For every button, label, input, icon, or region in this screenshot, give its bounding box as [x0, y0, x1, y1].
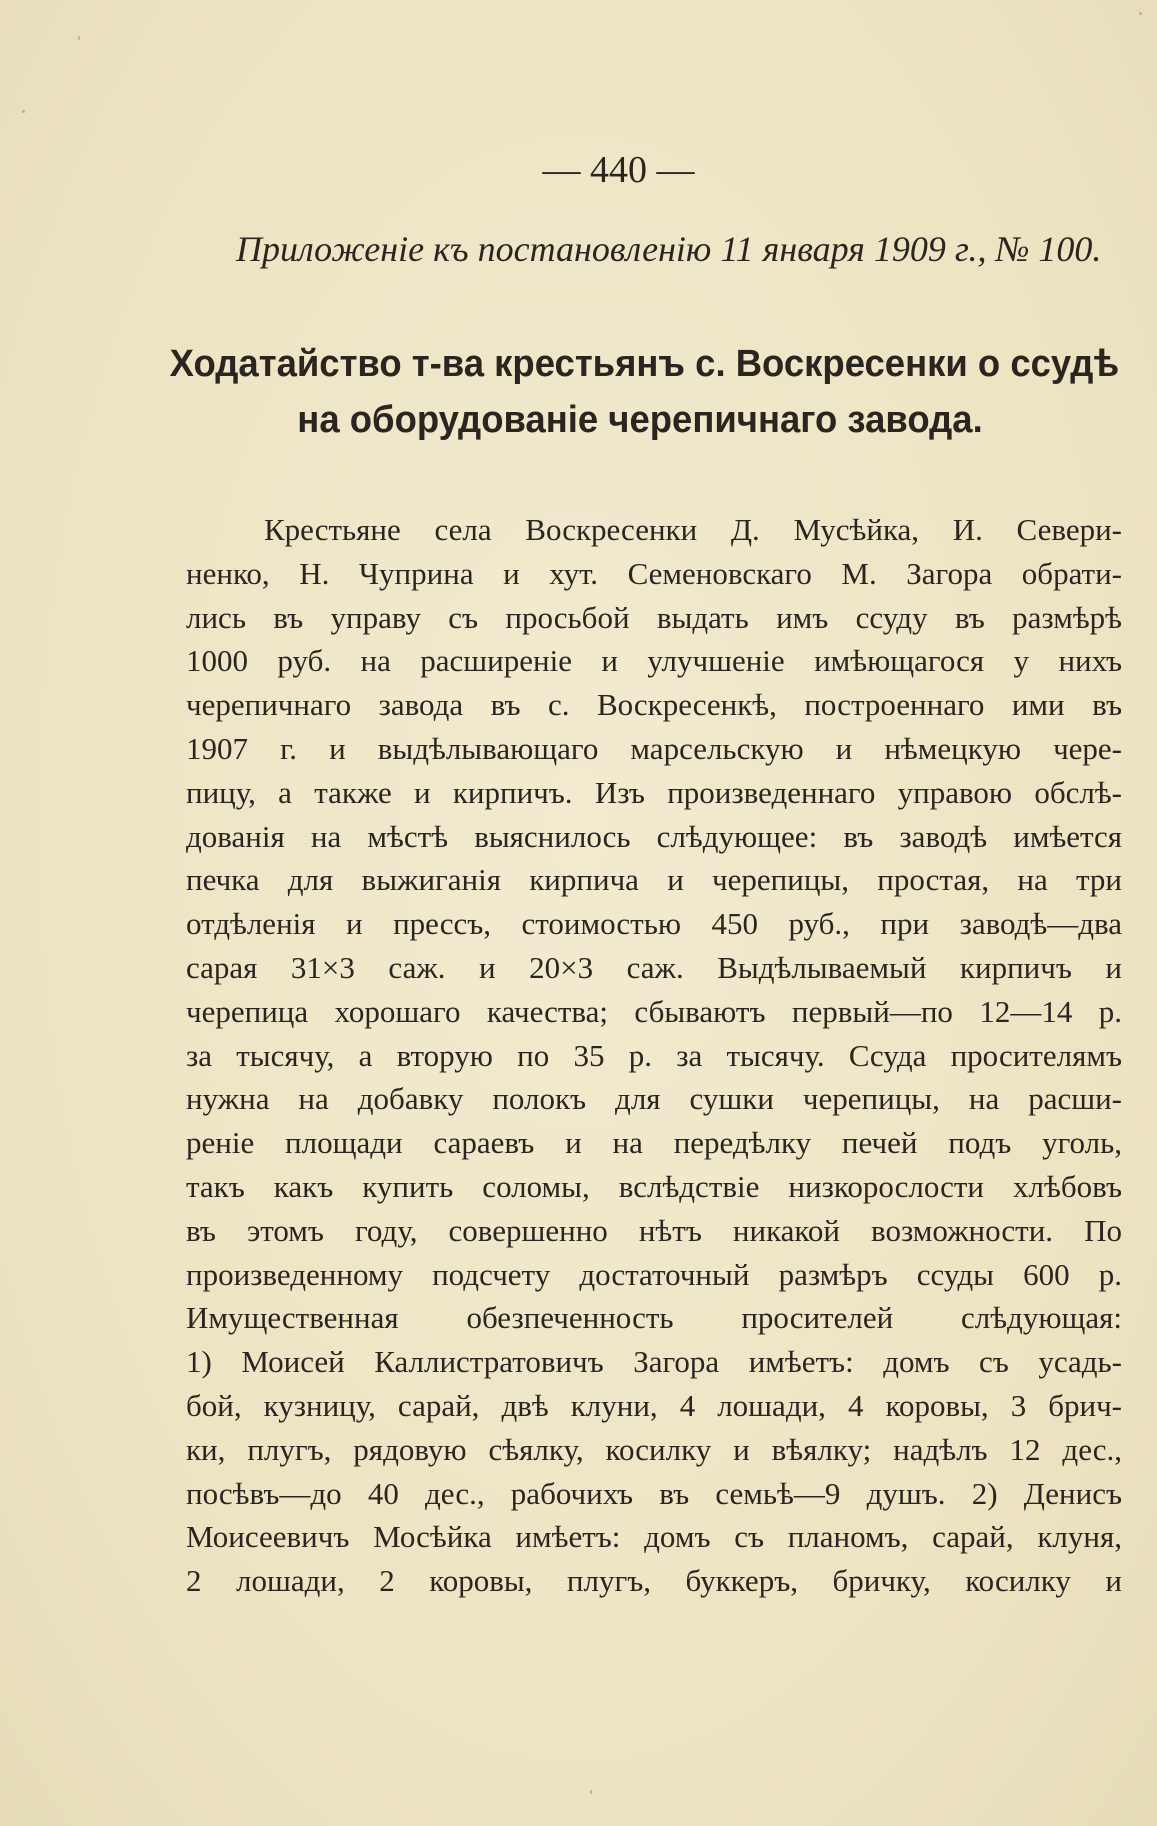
- body-line: печка для выжиганія кирпича и черепицы, простая, на три: [186, 862, 1122, 898]
- paper-speck: [1139, 12, 1142, 15]
- body-line: 2 лошади, 2 коровы, плугъ, буккеръ, бричку, косилку и: [186, 1563, 1122, 1599]
- body-line: реніе площади сараевъ и на передѣлку печей подъ уголь,: [186, 1125, 1122, 1161]
- body-line: пицу, а также и кирпичъ. Изъ произведеннаго управою обслѣ-: [186, 774, 1122, 810]
- body-line: ки, плугъ, рядовую сѣялку, косилку и вѣялку; надѣлъ 12 дес.,: [186, 1431, 1122, 1467]
- body-line: нужна на добавку полокъ для сушки черепицы, на расши-: [186, 1081, 1122, 1117]
- body-line: ненко, Н. Чуприна и хут. Семеновскаго М. Загора обрати-: [186, 555, 1122, 591]
- body-line: въ этомъ году, совершенно нѣтъ никакой возможности. По: [186, 1212, 1122, 1248]
- paper-speck: [78, 36, 80, 40]
- paper-speck: [22, 110, 25, 113]
- body-line: 1000 руб. на расширеніе и улучшеніе имѣющагося у нихъ: [186, 643, 1122, 679]
- title-line: на оборудованіе черепичнаго завода.: [297, 399, 983, 441]
- paper-speck: [590, 1790, 592, 1794]
- appendix-heading: Приложеніе къ постановленію 11 января 1909 г., № 100.: [236, 229, 1102, 269]
- body-text: [186, 508, 1122, 1603]
- body-line: 1907 г. и выдѣлывающаго марсельскую и нѣмецкую чере-: [186, 730, 1122, 766]
- body-line: черепица хорошаго качества; сбываютъ первый—по 12—14 р.: [186, 993, 1122, 1029]
- body-line: дованія на мѣстѣ выяснилось слѣдующее: въ заводѣ имѣется: [186, 818, 1122, 854]
- title-line: Ходатайство т-ва крестьянъ с. Воскресенки о ссудѣ: [169, 343, 1120, 385]
- body-line: отдѣленія и прессъ, стоимостью 450 руб., при заводѣ—два: [186, 906, 1122, 942]
- body-line: черепичнаго завода въ с. Воскресенкѣ, построеннаго ими въ: [186, 687, 1122, 723]
- document-title: [169, 336, 1120, 448]
- body-line: за тысячу, а вторую по 35 р. за тысячу. Ссуда просителямъ: [186, 1037, 1122, 1073]
- body-line: бой, кузницу, сарай, двѣ клуни, 4 лошади, 4 коровы, 3 брич-: [186, 1387, 1122, 1423]
- body-line: Моисеевичъ Мосѣйка имѣетъ: домъ съ планомъ, сарай, клуня,: [186, 1519, 1122, 1555]
- body-line: такъ какъ купить соломы, вслѣдствіе низкорослости хлѣбовъ: [186, 1168, 1122, 1204]
- body-line: лись въ управу съ просьбой выдать имъ ссуду въ размѣрѣ: [186, 599, 1122, 635]
- body-line: произведенному подсчету достаточный размѣръ ссуды 600 р.: [186, 1256, 1122, 1292]
- body-line: сарая 31×3 саж. и 20×3 саж. Выдѣлываемый кирпичъ и: [186, 949, 1122, 985]
- body-line: посѣвъ—до 40 дес., рабочихъ въ семьѣ—9 душъ. 2) Денисъ: [186, 1475, 1122, 1511]
- body-line: 1) Моисей Каллистратовичъ Загора имѣетъ: домъ съ усадь-: [186, 1344, 1122, 1380]
- body-line: Имущественная обезпеченность просителей слѣдующая:: [186, 1300, 1122, 1336]
- page-number: — 440 —: [542, 149, 695, 191]
- body-line: Крестьяне села Воскресенки Д. Мусѣйка, И. Севери-: [264, 512, 1122, 547]
